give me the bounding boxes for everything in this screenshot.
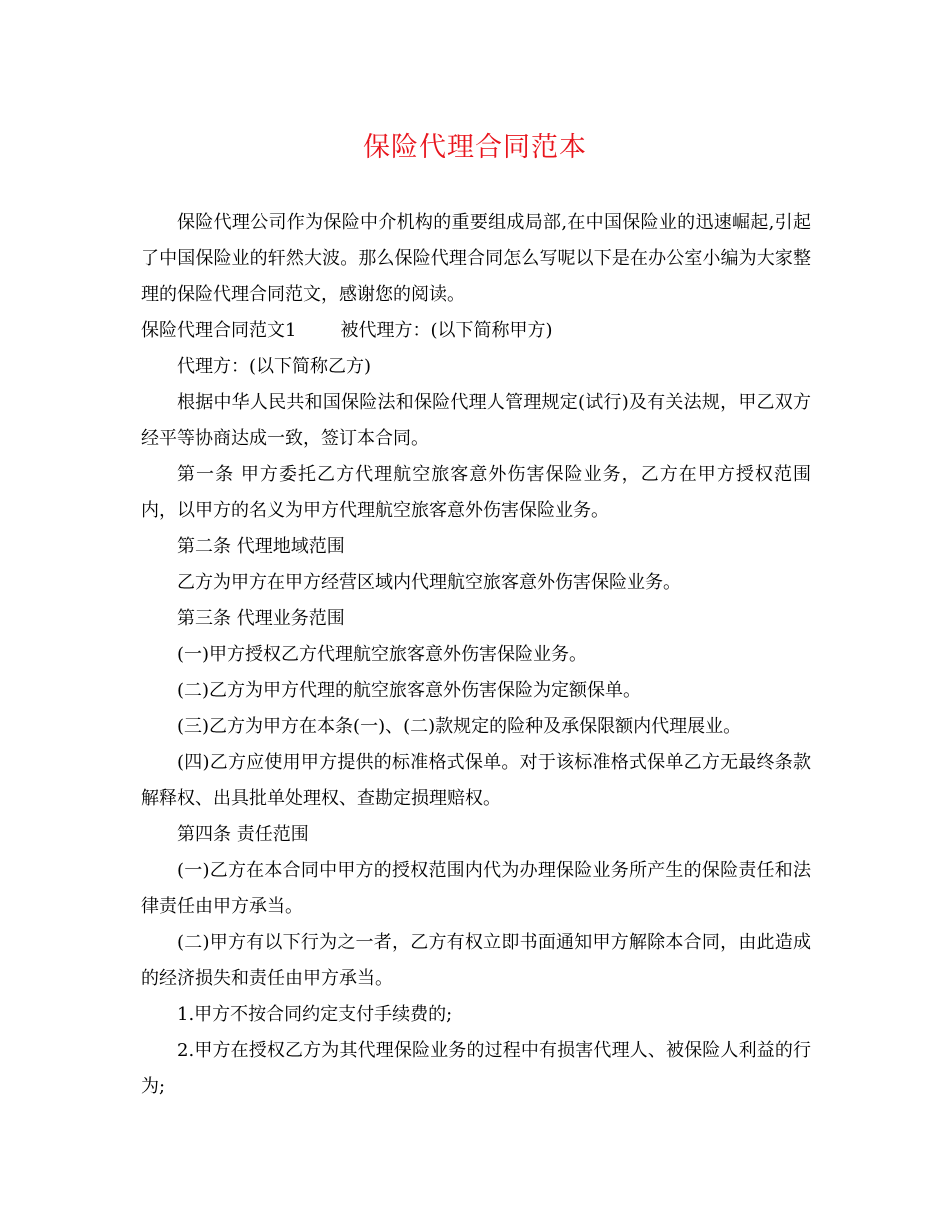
article-3-item: (四)乙方应使用甲方提供的标准格式保单。对于该标准格式保单乙方无最终条款解释权、出具批单处理权、查勘定损理赔权。 [141, 752, 811, 809]
agent-line: 代理方：(以下简称乙方) [177, 356, 372, 377]
document-body [141, 205, 811, 1105]
sample-heading: 保险代理合同范文1 [141, 320, 297, 341]
article-3-heading: 第三条 代理业务范围 [177, 608, 345, 629]
article-4-item: 1.甲方不按合同约定支付手续费的; [177, 1004, 453, 1025]
sample-heading-line [141, 313, 811, 349]
article-3-item: (二)乙方为甲方代理的航空旅客意外伤害保险为定额保单。 [177, 680, 642, 701]
intro-paragraph: 保险代理公司作为保险中介机构的重要组成局部,在中国保险业的迅速崛起,引起了中国保险业的轩然大波。那么保险代理合同怎么写呢以下是在办公室小编为大家整理的保险代理合同范文，感谢您的阅读。 [141, 212, 811, 305]
article-4-heading: 第四条 责任范围 [177, 824, 309, 845]
article-4-item: (一)乙方在本合同中甲方的授权范围内代为办理保险业务所产生的保险责任和法律责任由甲方承当。 [141, 860, 811, 917]
basis-paragraph: 根据中华人民共和国保险法和保险代理人管理规定(试行)及有关法规，甲乙双方经平等协商达成一致，签订本合同。 [141, 392, 811, 449]
article-1: 第一条 甲方委托乙方代理航空旅客意外伤害保险业务，乙方在甲方授权范围内，以甲方的名义为甲方代理航空旅客意外伤害保险业务。 [141, 464, 811, 521]
article-2-body: 乙方为甲方在甲方经营区域内代理航空旅客意外伤害保险业务。 [177, 572, 681, 593]
article-3-item: (一)甲方授权乙方代理航空旅客意外伤害保险业务。 [177, 644, 588, 665]
document-title: 保险代理合同范本 [363, 132, 587, 163]
article-3-item: (三)乙方为甲方在本条(一)、(二)款规定的险种及承保限额内代理展业。 [177, 716, 742, 737]
article-2-heading: 第二条 代理地域范围 [177, 536, 345, 557]
article-4-item: 2.甲方在授权乙方为其代理保险业务的过程中有损害代理人、被保险人利益的行为; [141, 1040, 811, 1097]
principal-line: 被代理方：(以下简称甲方) [340, 320, 553, 341]
article-4-item: (二)甲方有以下行为之一者，乙方有权立即书面通知甲方解除本合同，由此造成的经济损失和责任由甲方承当。 [141, 932, 811, 989]
